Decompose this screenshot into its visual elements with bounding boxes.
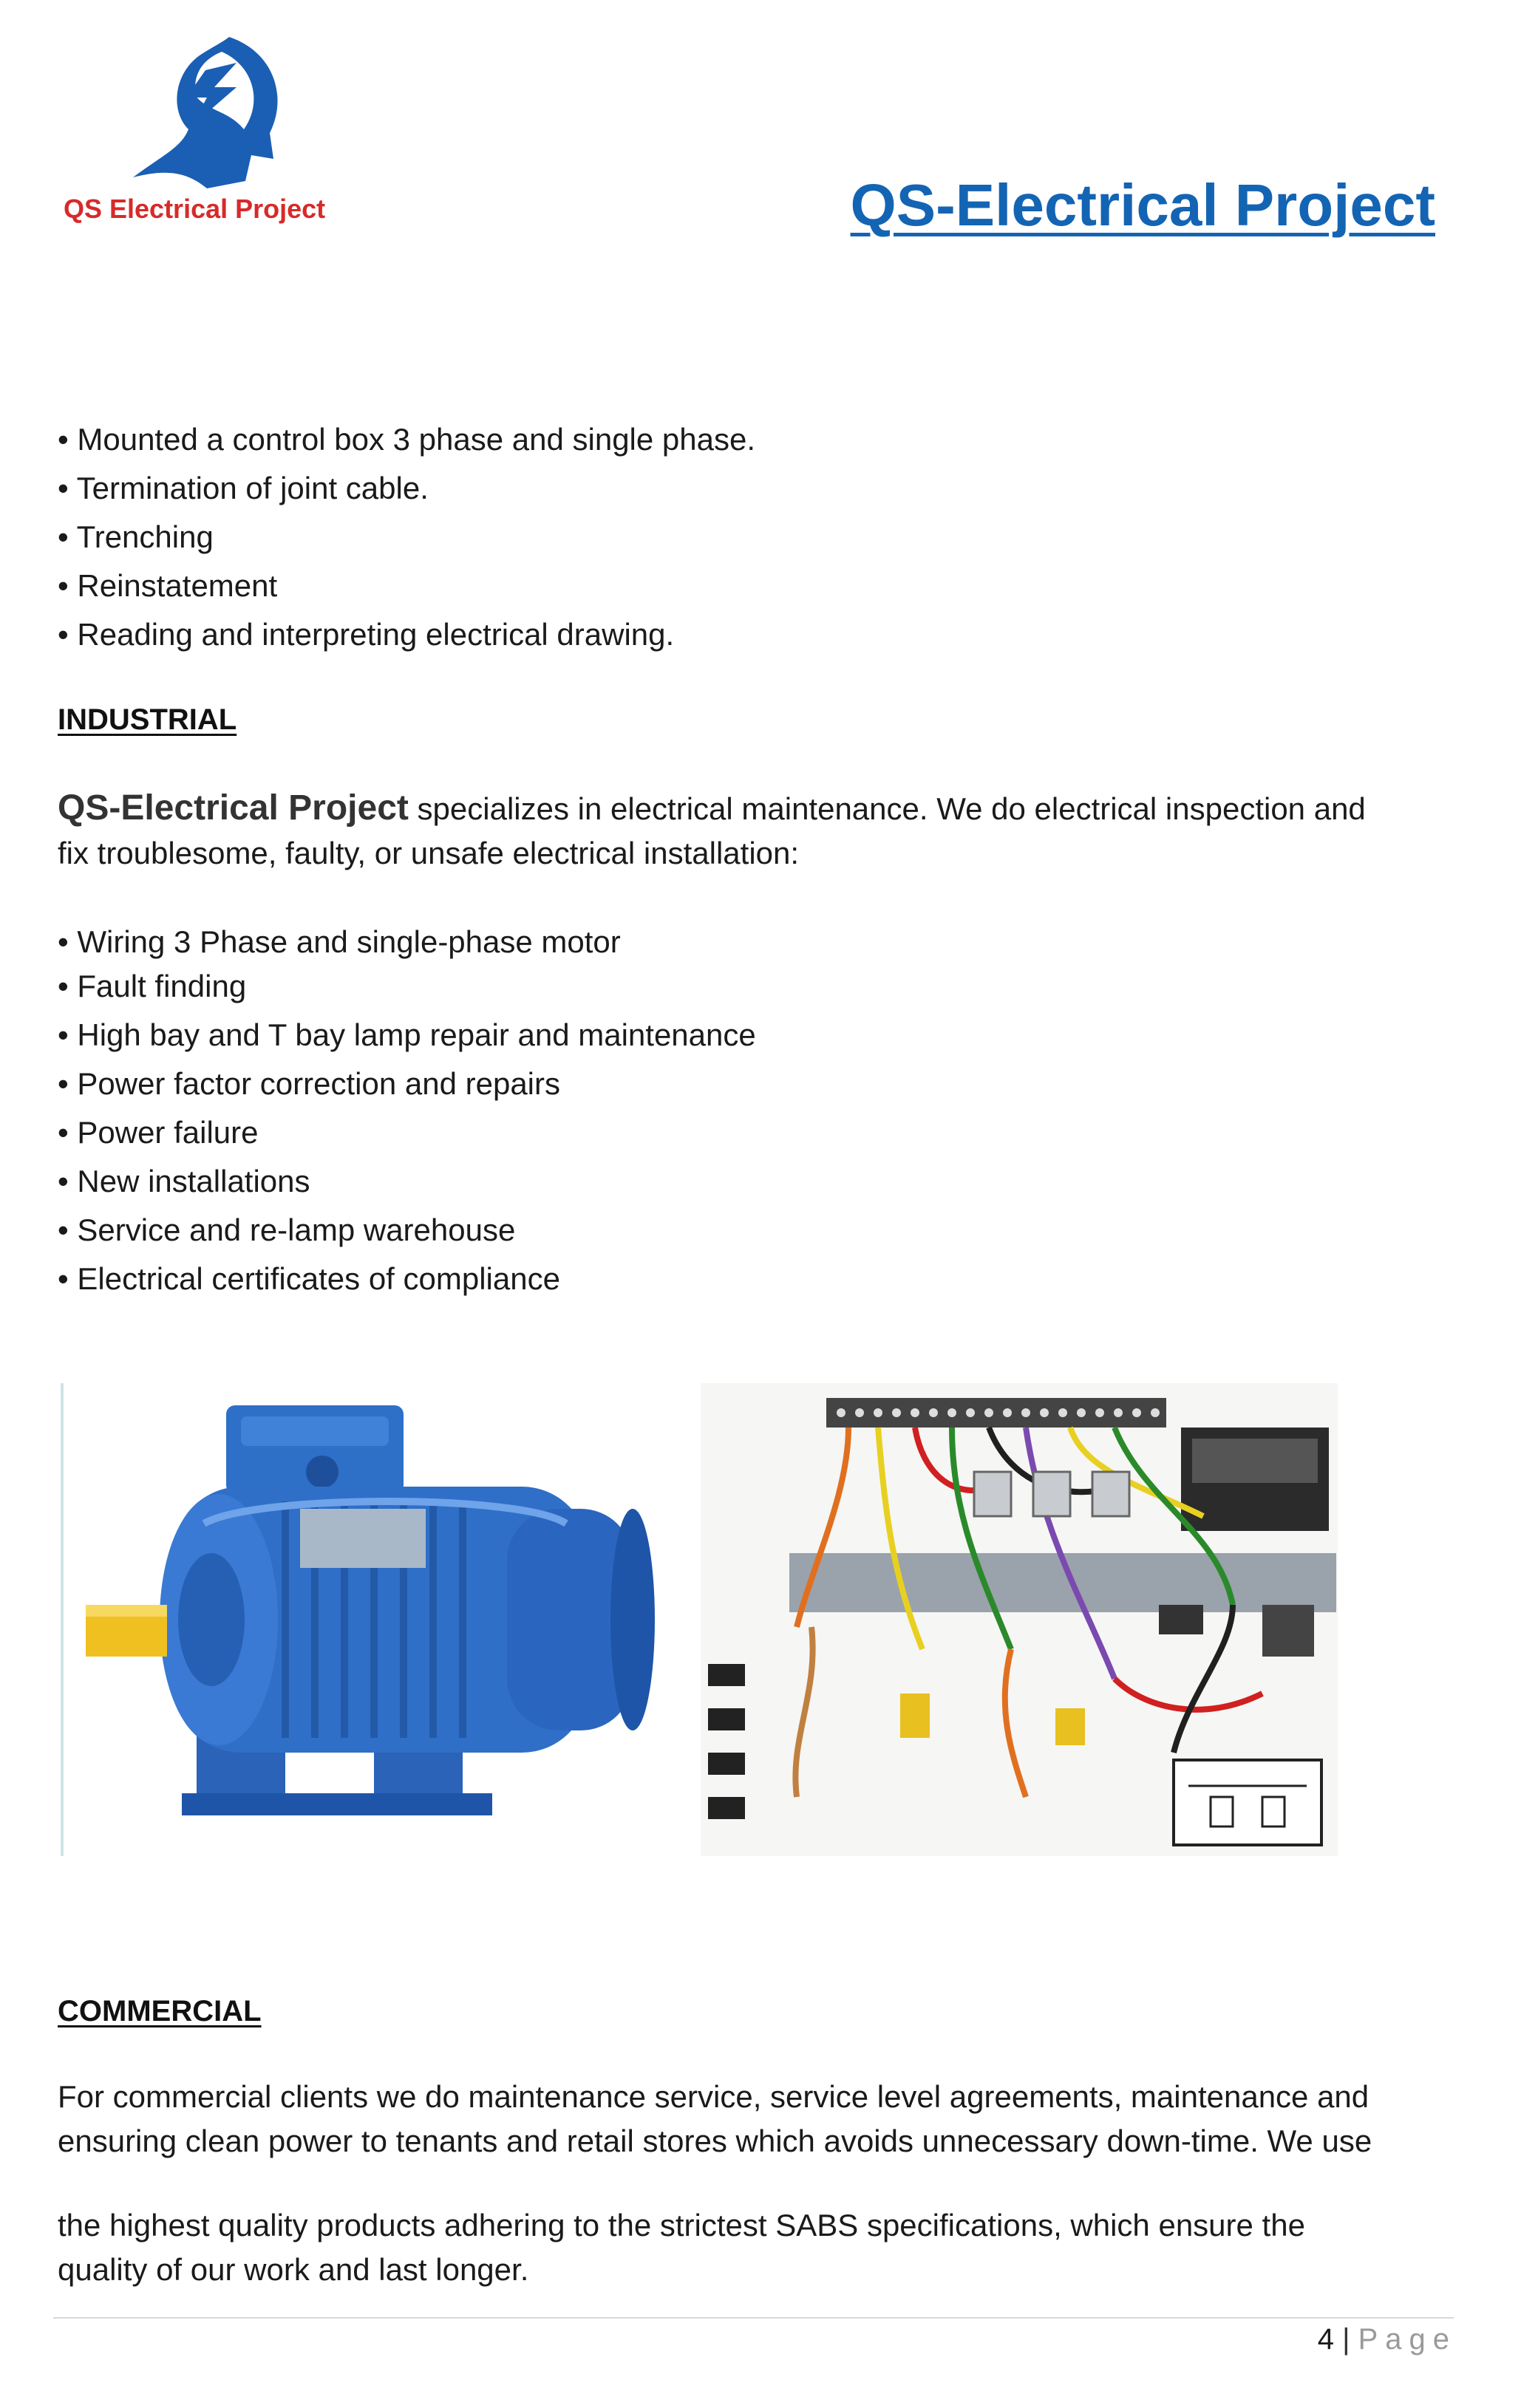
list-item: • Wiring 3 Phase and single-phase motor <box>58 924 621 959</box>
list-item: • Reinstatement <box>58 568 278 603</box>
section-heading-commercial: COMMERCIAL <box>58 1995 262 2027</box>
section-heading-industrial: INDUSTRIAL <box>58 703 237 736</box>
commercial-paragraph-1 <box>58 2075 1477 2163</box>
motor-illustration <box>64 1383 693 1856</box>
footer-divider <box>53 2317 1454 2319</box>
list-item: • Termination of joint cable. <box>58 471 429 505</box>
list-item: • Service and re-lamp warehouse <box>58 1212 516 1247</box>
industrial-list <box>58 918 1462 1303</box>
list-item: • Reading and interpreting electrical drawing. <box>58 617 675 652</box>
wiring-diagram-illustration <box>701 1383 1338 1856</box>
list-item: • Power failure <box>58 1115 259 1150</box>
list-item: • High bay and T bay lamp repair and maintenance <box>58 1017 756 1052</box>
logo-head-icon <box>118 30 296 192</box>
services-list <box>58 415 1462 659</box>
page-title[interactable]: QS-Electrical Project <box>850 172 1435 238</box>
wiring-diagram-image <box>701 1383 1338 1856</box>
paragraph-line: ensuring clean power to tenants and retail stores which avoids unnecessary down-time. We use <box>58 2124 1372 2158</box>
commercial-paragraph-2 <box>58 2203 1477 2292</box>
industrial-intro <box>58 786 1477 876</box>
list-item: • Power factor correction and repairs <box>58 1066 560 1101</box>
page-number: 4 <box>1317 2323 1334 2356</box>
paragraph-line: For commercial clients we do maintenance service, service level agreements, maintenance and <box>58 2079 1369 2114</box>
list-item: • Electrical certificates of compliance <box>58 1261 560 1296</box>
brand-name: QS-Electrical Project <box>58 788 409 828</box>
electric-motor-image <box>61 1383 693 1856</box>
intro-text: specializes in electrical maintenance. We do electrical inspection and <box>408 791 1366 826</box>
page-label: Page <box>1358 2323 1457 2356</box>
footer-separator: | <box>1333 2323 1358 2356</box>
list-item: • Fault finding <box>58 969 247 1003</box>
page-footer <box>1318 2323 1457 2356</box>
company-logo <box>118 30 296 192</box>
paragraph-line: the highest quality products adhering to the strictest SABS specifications, which ensure the <box>58 2208 1305 2242</box>
logo-text: QS Electrical Project <box>64 194 326 224</box>
list-item: • New installations <box>58 1164 310 1198</box>
list-item: • Trenching <box>58 519 214 554</box>
paragraph-line: quality of our work and last longer. <box>58 2252 529 2287</box>
intro-text-line2: fix troublesome, faulty, or unsafe electrical installation: <box>58 836 800 870</box>
list-item: • Mounted a control box 3 phase and single phase. <box>58 422 756 457</box>
